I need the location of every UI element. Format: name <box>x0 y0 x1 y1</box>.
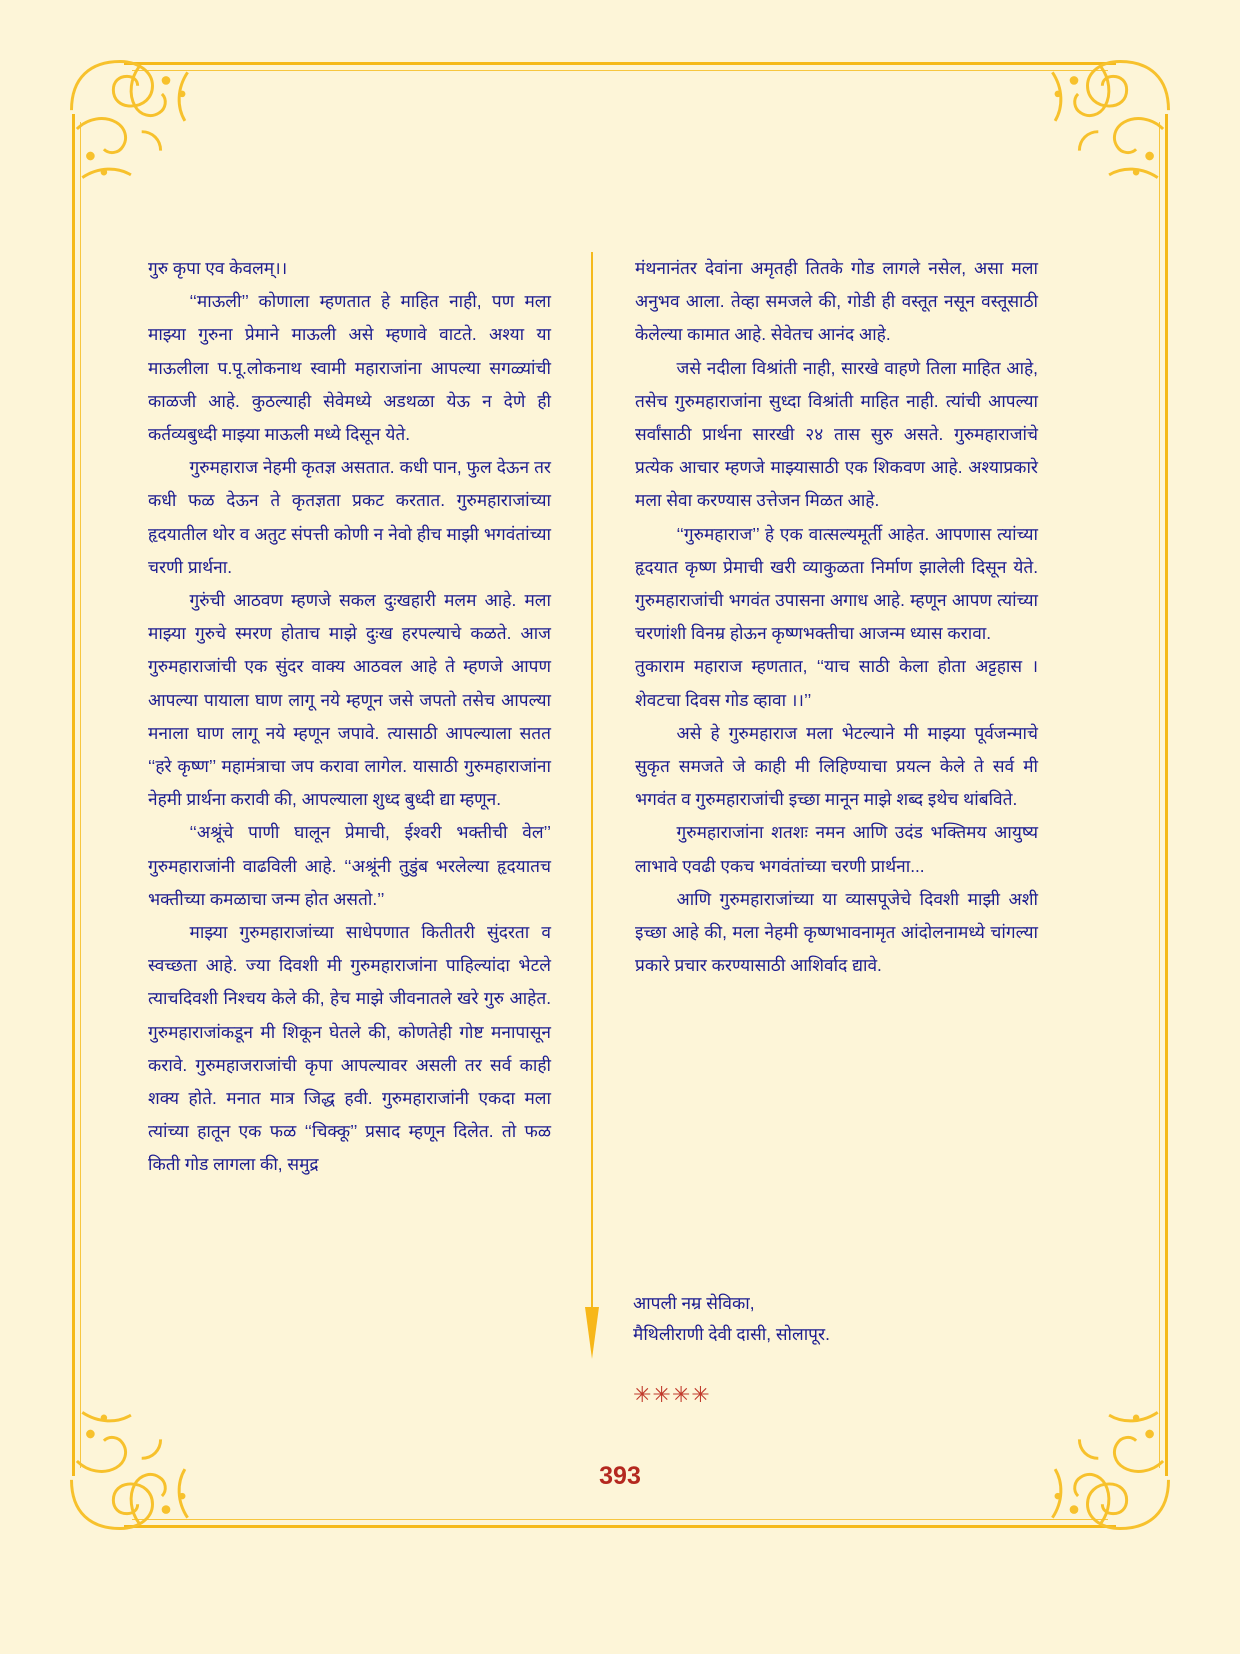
paragraph: गुरुमहाराजांना शतशः नमन आणि उदंड भक्तिमय आयुष्य लाभावे एवढी एकच भगवंतांच्या चरणी प्रार्थना... <box>635 822 1038 876</box>
signature-line-1: आपली नम्र सेविका, <box>633 1293 755 1313</box>
paragraph: ‘‘गुरुमहाराज’’ हे एक वात्सल्यमूर्ती आहेत. आपणास त्यांच्या हृदयात कृष्ण प्रेमाची खरी व्याकुळता निर्माण झालेली दिसून येते. गुरुमहाराजांची भगवंत उपासना अगाध आहे. म्हणून आपण त्यांच्या चरणांशी विनम्र होऊन कृष्णभक्तीचा आजन्म ध्यास करावा. <box>635 523 1038 644</box>
signature-block <box>633 1288 1036 1350</box>
frame-inner-top <box>132 70 1108 71</box>
frame-border-right <box>1165 114 1168 1476</box>
page-number: 393 <box>599 1462 641 1490</box>
corner-ornament-icon <box>1047 48 1182 183</box>
frame-inner-bottom <box>132 1519 1108 1520</box>
paragraph: गुरु कृपा एव केवलम्।। <box>148 258 288 278</box>
corner-ornament-icon <box>58 48 193 183</box>
paragraph: माझ्या गुरुमहाराजांच्या साधेपणात कितीतरी सुंदरता व स्वच्छता आहे. ज्या दिवशी मी गुरुमहाराजांना पाहिल्यांदा भेटले त्याचदिवशी निश्चय केले की, हेच माझे जीवनातले खरे गुरु आहेत. गुरुमहाराजांकडून मी शिकून घेतले की, कोणतेही गोष्ट मनापासून करावे. गुरुमहाजराजांची कृपा आपल्यावर असली तर सर्व काही शक्य होते. मनात मात्र जिद्ध हवी. गुरुमहाराजांनी एकदा मला त्यांच्या हातून एक फळ ‘‘चिक्कू’’ प्रसाद म्हणून दिलेत. तो फळ किती गोड लागला की, समुद्र <box>148 922 551 1175</box>
article-body <box>148 252 1038 1422</box>
section-end-ornament-icon: ✳✳✳✳ <box>633 1382 711 1407</box>
paragraph: मंथनानंतर देवांना अमृतही तितके गोड लागले नसेल, असा मला अनुभव आला. तेव्हा समजले की, गोडी ही वस्तूत नसून वस्तूसाठी केलेल्या कामात आहे. सेवेतच आनंद आहे. <box>635 258 1038 345</box>
frame-inner-left <box>80 122 81 1468</box>
paragraph: जसे नदीला विश्रांती नाही, सारखे वाहणे तिला माहित आहे, तसेच गुरुमहाराजांना सुध्दा विश्रांती माहित नाही. त्यांची आपल्या सर्वांसाठी प्रार्थना सारखी २४ तास सुरु असते. गुरुमहाराजांचे प्रत्येक आचार म्हणजे माझ्यासाठी एक शिकवण आहे. अश्याप्रकारे मला सेवा करण्यास उत्तेजन मिळत आहे. <box>635 357 1038 511</box>
left-column <box>148 252 551 1422</box>
paragraph: ‘‘अश्रूंचे पाणी घालून प्रेमाची, ईश्वरी भक्तीची वेल’’ गुरुमहाराजांनी वाढविली आहे. ‘‘अश्रूंनी तुडुंब भरलेल्या हृदयातच भक्तीच्या कमळाचा जन्म होत असतो.’’ <box>148 822 551 909</box>
signature-line-2: मैथिलीराणी देवी दासी, सोलापूर. <box>633 1323 830 1344</box>
frame-border-left <box>72 114 75 1476</box>
paragraph: गुरुंची आठवण म्हणजे सकल दुःखहारी मलम आहे. मला माझ्या गुरुचे स्मरण होताच माझे दुःख हरपल्याचे कळते. आज गुरुमहाराजांची एक सुंदर वाक्य आठवल आहे ते म्हणजे आपण आपल्या पायाला घाण लागू नये म्हणून जसे जपतो तसेच आपल्या मनाला घाण लागू नये म्हणून जपावे. त्यासाठी आपल्याला सतत ‘‘हरे कृष्ण’’ महामंत्राचा जप करावा लागेल. यासाठी गुरुमहाराजांना नेहमी प्रार्थना करावी की, आपल्याला शुध्द बुध्दी द्या म्हणून. <box>148 590 551 810</box>
paragraph: गुरुमहाराज नेहमी कृतज्ञ असतात. कधी पान, फुल देऊन तर कधी फळ देऊन ते कृतज्ञता प्रकट करतात. गुरुमहाराजांच्या हृदयातील थोर व अतुट संपत्ती कोणी न नेवो हीच माझी भगवंतांच्या चरणी प्रार्थना. <box>148 457 551 577</box>
quotation: तुकाराम महाराज म्हणतात, ‘‘याच साठी केला होता अट्टहास । शेवटचा दिवस गोड व्हावा ।।’’ <box>635 656 1038 710</box>
paragraph: असे हे गुरुमहाराज मला भेटल्याने मी माझ्या पूर्वजन्माचे सुकृत समजते जे काही मी लिहिण्याचा प्रयत्न केले ते सर्व मी भगवंत व गुरुमहाराजांची इच्छा मानून माझे शब्द इथेच थांबविते. <box>635 722 1038 810</box>
frame-border-top <box>124 62 1116 65</box>
frame-border-bottom <box>124 1525 1116 1528</box>
paragraph: आणि गुरुमहाराजांच्या या व्यासपूजेचे दिवशी माझी अशी इच्छा आहे की, मला नेहमी कृष्णभावनामृत आंदोलनामध्ये चांगल्या प्रकारे प्रचार करण्यासाठी आशिर्वाद द्यावे. <box>635 888 1038 976</box>
frame-inner-right <box>1159 122 1160 1468</box>
paragraph: ‘‘माऊली’’ कोणाला म्हणतात हे माहित नाही, पण मला माझ्या गुरुना प्रेमाने माऊली असे म्हणावे वाटते. अश्या या माऊलीला प.पू.लोकनाथ स्वामी महाराजांना आपल्या सगळ्यांची काळजी आहे. कुठल्याही सेवेमध्ये अडथळा येऊ न देणे ही कर्तव्यबुध्दी माझ्या माऊली मध्ये दिसून येते. <box>148 291 551 445</box>
right-column <box>635 252 1038 1422</box>
